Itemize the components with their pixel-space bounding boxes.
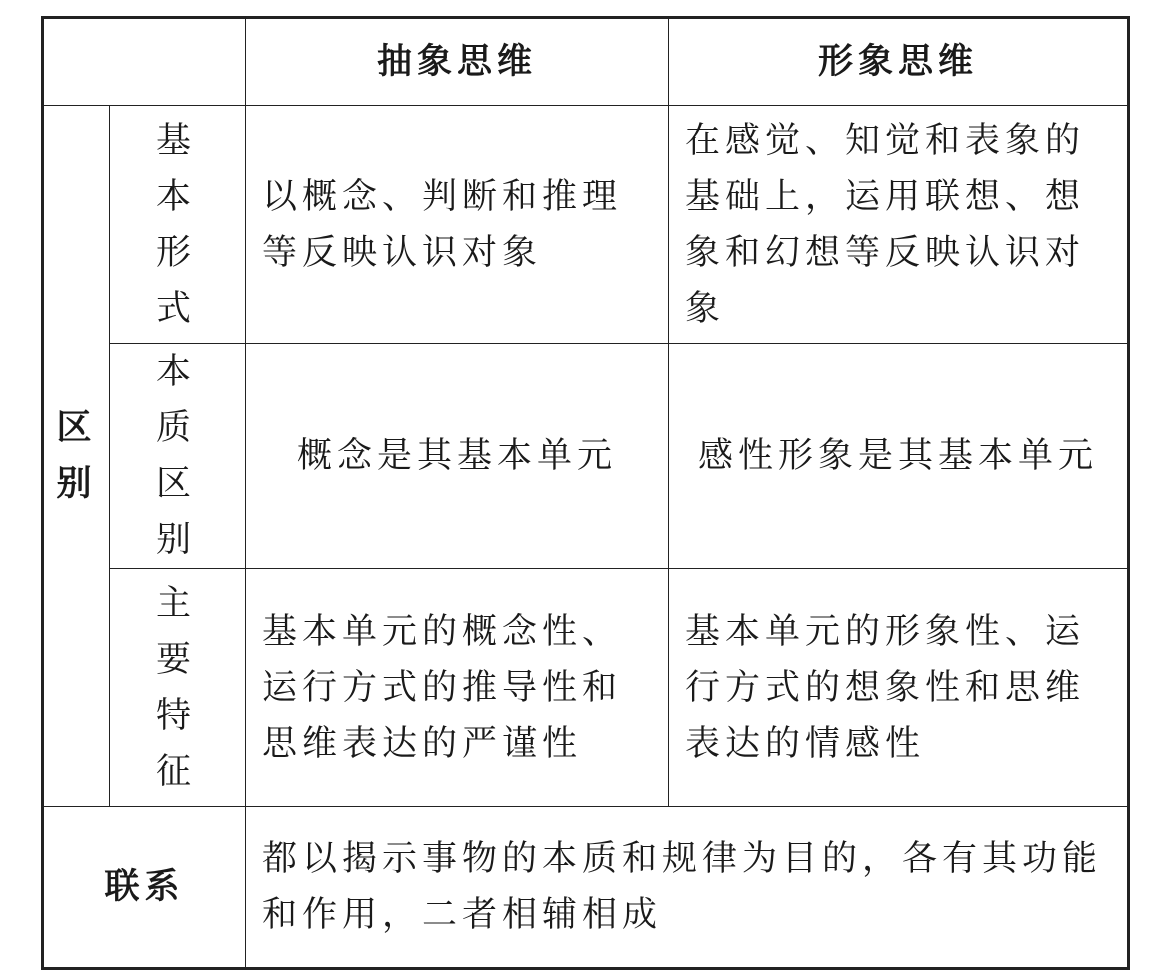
row-label-basic-form — [110, 106, 246, 344]
cell-abstract-essential-difference: 概念是其基本单元 — [246, 344, 669, 569]
header-empty-cell — [43, 18, 246, 106]
cell-abstract-basic-form: 以概念、判断和推理等反映认识对象 — [246, 106, 669, 344]
row-label-main-features — [110, 569, 246, 807]
header-abstract-thinking: 抽象思维 — [246, 18, 669, 106]
group-label-difference — [43, 106, 110, 807]
row-label-text: 主要特征 — [155, 583, 199, 792]
row-label-essential-difference — [110, 344, 246, 569]
comparison-table-wrapper — [41, 16, 1127, 935]
link-row — [43, 807, 1129, 969]
link-text: 都以揭示事物的本质和规律为目的，各有其功能和作用，二者相辅相成 — [246, 807, 1129, 969]
table-row — [43, 569, 1129, 807]
table-row — [43, 344, 1129, 569]
row-label-text: 基本形式 — [155, 120, 199, 329]
header-imagery-thinking: 形象思维 — [669, 18, 1129, 106]
link-label: 联系 — [43, 807, 246, 969]
group-label-text: 区别 — [56, 408, 97, 504]
table-row — [43, 106, 1129, 344]
cell-abstract-main-features: 基本单元的概念性、运行方式的推导性和思维表达的严谨性 — [246, 569, 669, 807]
cell-imagery-essential-difference: 感性形象是其基本单元 — [669, 344, 1129, 569]
header-row — [43, 18, 1129, 106]
cell-imagery-main-features: 基本单元的形象性、运行方式的想象性和思维表达的情感性 — [669, 569, 1129, 807]
comparison-table — [41, 16, 1130, 970]
cell-imagery-basic-form: 在感觉、知觉和表象的基础上，运用联想、想象和幻想等反映认识对象 — [669, 106, 1129, 344]
row-label-text: 本质区别 — [155, 352, 199, 560]
